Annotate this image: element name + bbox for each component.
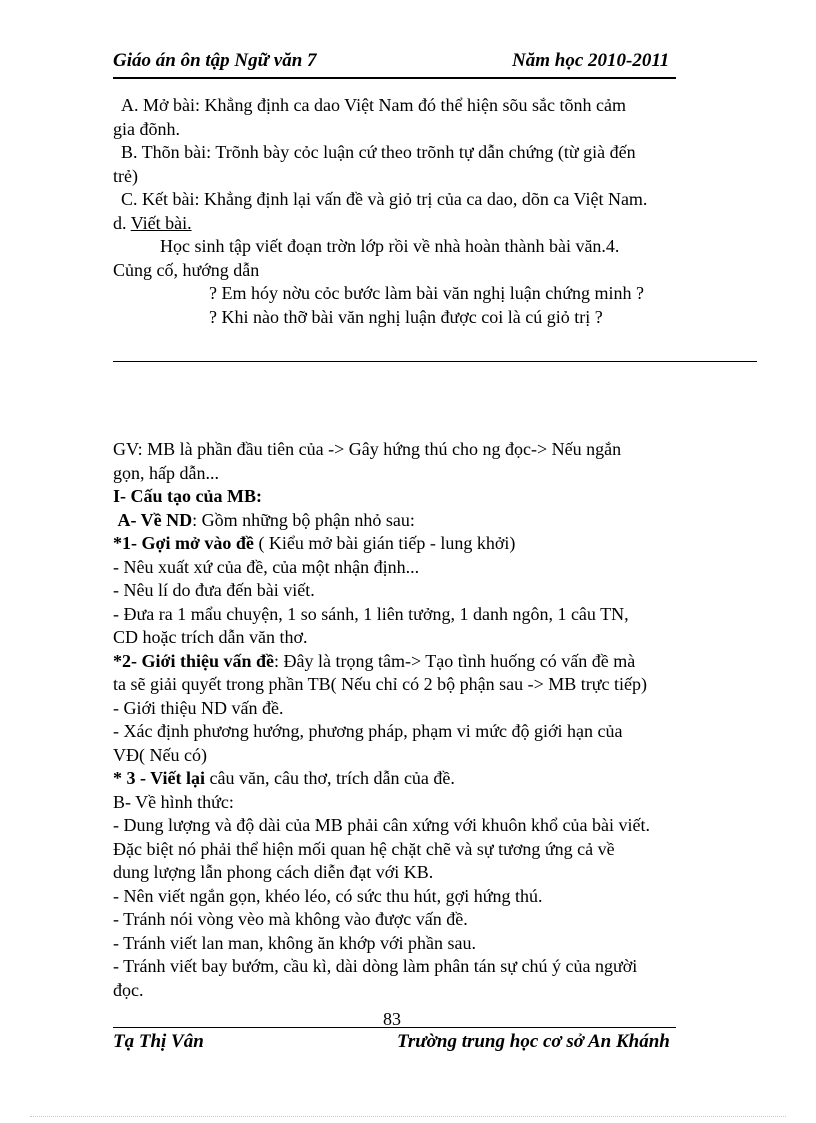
section-heading: I- Cấu tạo của MB: [113, 486, 262, 506]
footer-school: Trường trung học cơ sở An Khánh [397, 1031, 670, 1052]
footer-author: Tạ Thị Vân [113, 1031, 204, 1052]
text-line: GV: MB là phần đầu tiên của -> Gây hứng thú cho ng đọc-> Nếu ngắn [113, 439, 622, 459]
text-line: CD hoặc trích dẫn văn thơ. [113, 627, 308, 647]
line-rest: : Gồm những bộ phận nhỏ sau: [192, 509, 415, 530]
text-line [113, 532, 693, 556]
line-rest: : Đây là trọng tâm-> Tạo tình huống có vấn đề mà [273, 650, 636, 671]
header-left-title: Giáo án ôn tập Ngữ văn 7 [113, 50, 317, 71]
text-line [113, 509, 693, 533]
text-line: Đặc biệt nó phải thể hiện mối quan hệ chặt chẽ và sự tương ứng cả về [113, 838, 615, 859]
text-line: gọn, hấp dẫn... [113, 462, 219, 483]
text-line: - Nêu lí do đưa đến bài viết. [113, 580, 315, 600]
text-line: - Giới thiệu ND vấn đề. [113, 697, 284, 718]
text-line: - Đưa ra 1 mẩu chuyện, 1 so sánh, 1 liên tưởng, 1 danh ngôn, 1 câu TN, [113, 603, 629, 624]
text-line: B- Về hình thức: [113, 791, 234, 812]
bold-label: *2- Giới thiệu vấn đề [113, 650, 274, 671]
outline-line: C. Kết bài: Khẳng định lại vấn đề và giỏ trị của ca dao, dõn ca Việt Nam. [121, 189, 648, 209]
text-line: ta sẽ giải quyết trong phần TB( Nếu chỉ có 2 bộ phận sau -> MB trực tiếp) [113, 674, 647, 694]
lesson-notes [113, 438, 693, 1002]
outline-line: gia đõnh. [113, 118, 180, 139]
text-line: đọc. [113, 979, 144, 1000]
text-line [113, 650, 693, 674]
text-line: - Nêu xuất xứ của đề, của một nhận định... [113, 556, 420, 577]
text-line: - Nên viết ngắn gọn, khéo léo, có sức thu hút, gợi hứng thú. [113, 885, 543, 906]
outline-line: A. Mở bài: Khẳng định ca dao Việt Nam đó thể hiện sõu sắc tõnh cảm [121, 95, 626, 115]
text-line: - Tránh nói vòng vèo mà không vào được vấn đề. [113, 909, 468, 929]
bold-label: * 3 - Viết lại [113, 768, 205, 788]
bold-label: *1- Gợi mở vào đề [113, 533, 254, 553]
separator-rule [113, 361, 757, 362]
outline-line [113, 212, 688, 236]
outline-line: trẻ) [113, 165, 138, 186]
outline-line: Củng cố, hướng dẫn [113, 259, 260, 280]
lesson-outline [113, 94, 688, 329]
text-line: - Xác định phương hướng, phương pháp, phạm vi mức độ giới hạn của [113, 721, 623, 741]
footer-rule [113, 1027, 676, 1028]
item-prefix: d. [113, 212, 131, 233]
text-line: dung lượng lẫn phong cách diễn đạt với KB. [113, 862, 434, 882]
text-line: VĐ( Nếu có) [113, 744, 207, 765]
text-line: - Tránh viết lan man, không ăn khớp với phần sau. [113, 932, 476, 953]
text-line: - Tránh viết bay bướm, cầu kì, dài dòng làm phân tán sự chú ý của người [113, 956, 638, 976]
header-right-year: Năm học 2010-2011 [512, 50, 670, 71]
line-rest: câu văn, câu thơ, trích dẫn của đề. [205, 768, 455, 788]
text-line [113, 767, 693, 791]
bold-label: A- Về ND [117, 509, 193, 530]
outline-line: B. Thõn bài: Trõnh bày cỏc luận cứ theo trõnh tự dẫn chứng (từ già đến [121, 142, 636, 162]
underlined-heading: Viết bài. [130, 212, 192, 233]
question-line: ? Khi nào thỡ bài văn nghị luận được coi là cú giỏ trị ? [209, 306, 603, 327]
outline-line: Học sinh tập viết đoạn trờn lớp rồi về nhà hoàn thành bài văn.4. [160, 236, 620, 256]
line-rest: ( Kiểu mở bài gián tiếp - lung khởi) [253, 533, 516, 553]
page-number: 83 [383, 1009, 401, 1029]
question-line: ? Em hóy nờu cỏc bước làm bài văn nghị luận chứng minh ? [209, 283, 644, 303]
header-rule [113, 77, 676, 79]
text-line: - Dung lượng và độ dài của MB phải cân xứng với khuôn khổ của bài viết. [113, 815, 650, 835]
page-bottom-dotted-rule [30, 1116, 786, 1117]
